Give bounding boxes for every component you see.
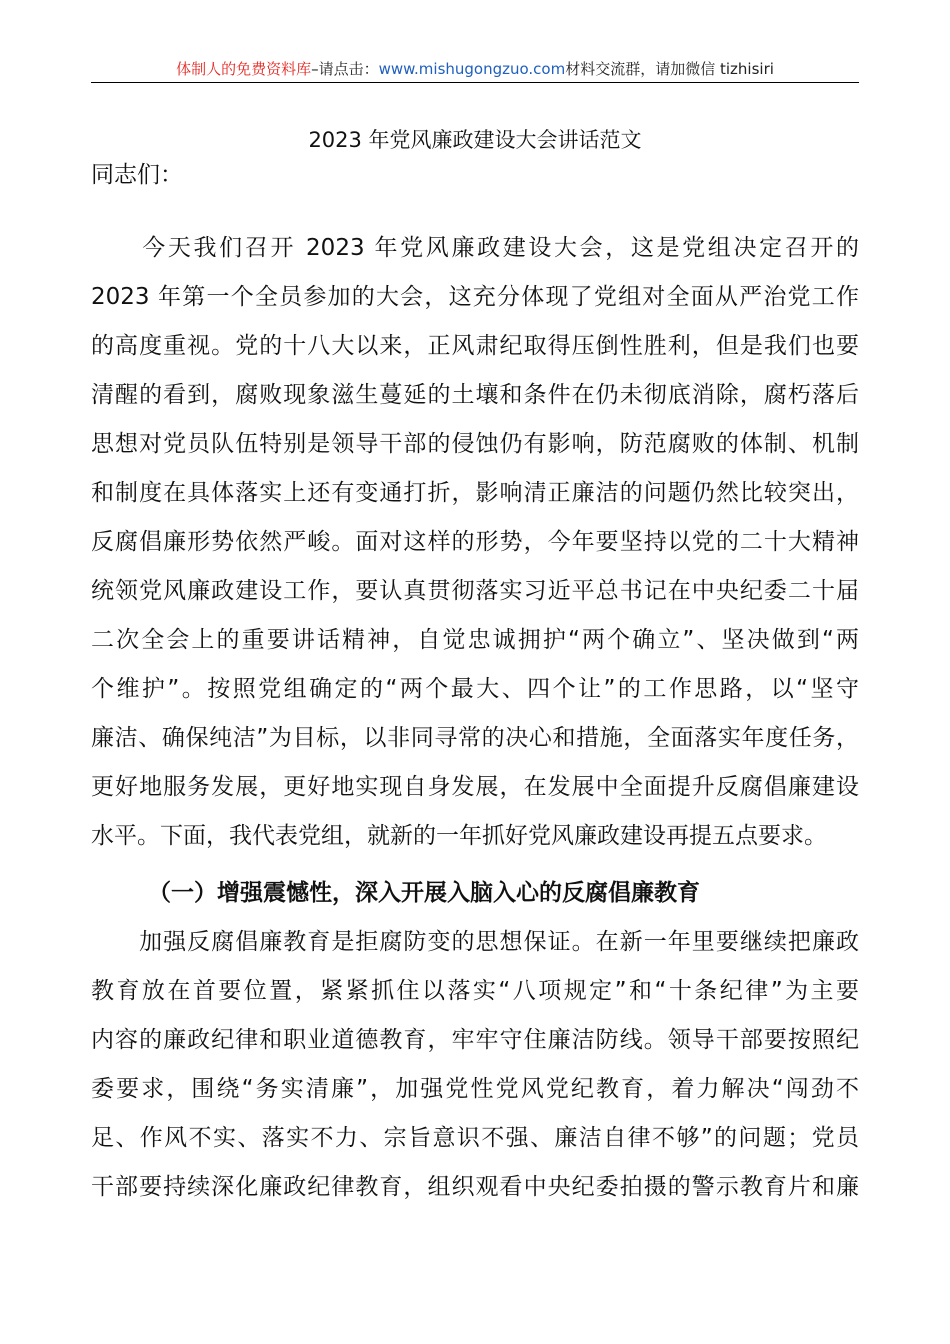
paragraph-line: 水平。下面，我代表党组，就新的一年抓好党风廉政建设再提五点要求。 xyxy=(91,823,827,849)
paragraph-line: 和制度在具体落实上还有变通打折，影响清正廉洁的问题仍然比较突出， xyxy=(91,480,859,506)
paragraph-line: 反腐倡廉形势依然严峻。面对这样的形势，今年要坚持以党的二十大精神 xyxy=(91,529,859,555)
paragraph-line: 干部要持续深化廉政纪律教育，组织观看中央纪委拍摄的警示教育片和廉 xyxy=(91,1174,859,1200)
paragraph-line: 2023 年第一个全员参加的大会，这充分体现了党组对全面从严治党工作 xyxy=(91,284,859,310)
header-url-link[interactable]: www.mishugongzuo.com xyxy=(378,60,566,78)
header-site-name: 体制人的免费资料库 xyxy=(176,60,312,78)
header-prompt: –请点击： xyxy=(311,60,379,78)
paragraph-line: 思想对党员队伍特别是领导干部的侵蚀仍有影响，防范腐败的体制、机制 xyxy=(91,431,859,457)
paragraph-line: 统领党风廉政建设工作，要认真贯彻落实习近平总书记在中央纪委二十届 xyxy=(91,578,859,604)
paragraph-2 xyxy=(91,918,859,1212)
paragraph-line: 清醒的看到，腐败现象滋生蔓延的土壤和条件在仍未彻底消除，腐朽落后 xyxy=(91,382,859,408)
paragraph-line: 加强反腐倡廉教育是拒腐防变的思想保证。在新一年里要继续把廉政 xyxy=(91,929,859,955)
page-header xyxy=(91,56,859,83)
paragraph-line: 今天我们召开 2023 年党风廉政建设大会，这是党组决定召开的 xyxy=(91,235,859,261)
paragraph-line: 教育放在首要位置，紧紧抓住以落实“八项规定”和“十条纪律”为主要 xyxy=(91,978,859,1004)
greeting xyxy=(91,151,859,200)
paragraph-line: 更好地服务发展，更好地实现自身发展，在发展中全面提升反腐倡廉建设 xyxy=(91,774,859,800)
paragraph-1 xyxy=(91,224,859,861)
paragraph-line: 二次全会上的重要讲话精神，自觉忠诚拥护“两个确立”、坚决做到“两 xyxy=(91,627,859,653)
section-1-heading: （一）增强震憾性，深入开展入脑入心的反腐倡廉教育 xyxy=(148,880,700,906)
paragraph-line: 个维护”。按照党组确定的“两个最大、四个让”的工作思路，以“坚守 xyxy=(91,676,859,702)
header-suffix: 材料交流群，请加微信 tizhisiri xyxy=(565,60,774,78)
greeting-line: 同志们： xyxy=(91,162,183,188)
document-title: 2023 年党风廉政建设大会讲话范文 xyxy=(308,128,642,152)
paragraph-line: 足、作风不实、落实不力、宗旨意识不强、廉洁自律不够”的问题；党员 xyxy=(91,1125,859,1151)
paragraph-line: 委要求，围绕“务实清廉”，加强党性党风党纪教育，着力解决“闯劲不 xyxy=(91,1076,859,1102)
paragraph-line: 的高度重视。党的十八大以来，正风肃纪取得压倒性胜利，但是我们也要 xyxy=(91,333,859,359)
paragraph-line: 内容的廉政纪律和职业道德教育，牢牢守住廉洁防线。领导干部要按照纪 xyxy=(91,1027,859,1053)
paragraph-line: 廉洁、确保纯洁”为目标，以非同寻常的决心和措施，全面落实年度任务， xyxy=(91,725,859,751)
